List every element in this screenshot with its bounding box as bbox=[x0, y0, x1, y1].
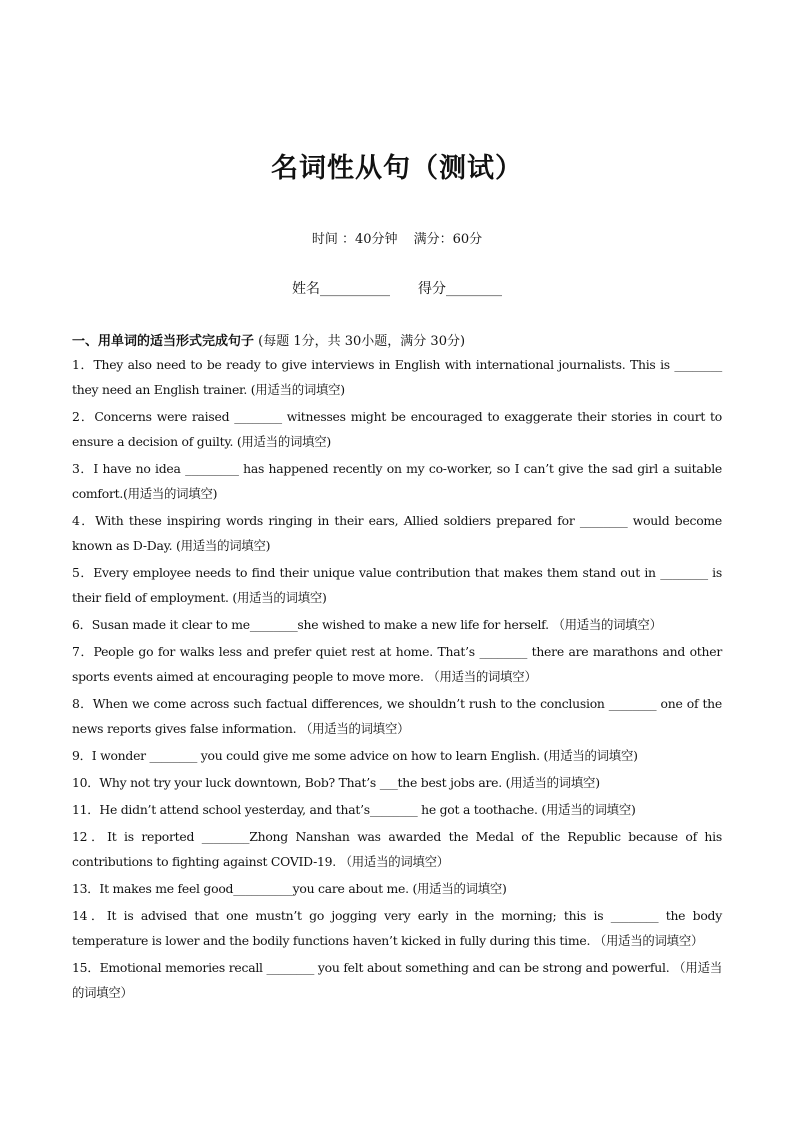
question-number: 14． bbox=[72, 908, 107, 923]
question-item bbox=[72, 743, 722, 768]
question-item bbox=[72, 639, 722, 689]
question-item bbox=[72, 876, 722, 901]
question-item bbox=[72, 404, 722, 454]
page-title: 名词性从句（测试） bbox=[271, 153, 523, 184]
question-text: It makes me feel good__________you care about me. (用适当的词填空) bbox=[99, 881, 507, 896]
score-field: 得分________ bbox=[418, 281, 502, 297]
question-item bbox=[72, 824, 722, 874]
question-text: I have no idea _________ has happened recently on my co-worker, so I can’t give the sad girl a suitable comfort.(用适当的词填空) bbox=[72, 461, 722, 501]
question-text: Emotional memories recall ________ you felt about something and can be strong and powerful. （用适当的词填空） bbox=[72, 960, 722, 1000]
question-text: Concerns were raised ________ witnesses might be encouraged to exaggerate their stories in court to ensure a decision of guilty. (用适当的词填空) bbox=[72, 409, 722, 449]
section-note: (每题 1分，共 30小题，满分 30分) bbox=[254, 334, 466, 349]
question-number: 11． bbox=[72, 802, 100, 817]
question-text: It is reported ________Zhong Nanshan was awarded the Medal of the Republic because of his contributions to fighting against COVID-19. （用适当的词填空） bbox=[72, 829, 722, 869]
question-number: 2． bbox=[72, 409, 95, 424]
full-score: 满分：60分 bbox=[413, 232, 483, 247]
question-item bbox=[72, 770, 722, 795]
question-number: 3． bbox=[72, 461, 94, 476]
question-item bbox=[72, 797, 722, 822]
question-number: 6． bbox=[72, 617, 92, 632]
question-number: 13． bbox=[72, 881, 100, 896]
question-number: 10． bbox=[72, 775, 100, 790]
question-item bbox=[72, 612, 722, 637]
question-text: When we come across such factual differences, we shouldn’t rush to the conclusion ________ one of the news reports gives false information. （用适当的词填空） bbox=[72, 696, 722, 736]
name-score-line bbox=[0, 278, 794, 298]
section-title: 一、用单词的适当形式完成句子 bbox=[72, 334, 255, 349]
time-limit: 时间 ：40分钟 bbox=[311, 232, 398, 247]
section-heading bbox=[72, 330, 732, 349]
question-item bbox=[72, 955, 722, 1005]
question-text: Why not try your luck downtown, Bob? That’s ___the best jobs are. (用适当的词填空) bbox=[99, 775, 600, 790]
question-text: It is advised that one mustn’t go jogging very early in the morning; this is ________ the body temperature is lower and the bodily functions haven’t kicked in fully during this time. （用适当的词填空） bbox=[72, 908, 722, 948]
question-text: I wonder ________ you could give me some advice on how to learn English. (用适当的词填空) bbox=[91, 748, 638, 763]
exam-meta bbox=[0, 228, 794, 247]
question-item bbox=[72, 560, 722, 610]
question-text: They also need to be ready to give interviews in English with international journalists. This is ________ they need an English trainer. (用适当的词填空) bbox=[72, 357, 722, 397]
question-item bbox=[72, 456, 722, 506]
question-number: 1． bbox=[72, 357, 94, 372]
question-number: 5． bbox=[72, 565, 94, 580]
question-list bbox=[72, 352, 722, 1007]
question-text: People go for walks less and prefer quiet rest at home. That’s ________ there are marathons and other sports events aimed at encouraging people to move more. （用适当的词填空） bbox=[72, 644, 722, 684]
question-item bbox=[72, 691, 722, 741]
question-number: 9． bbox=[72, 748, 92, 763]
question-number: 7． bbox=[72, 644, 94, 659]
question-number: 12． bbox=[72, 829, 108, 844]
question-text: Susan made it clear to me________she wished to make a new life for herself. （用适当的词填空） bbox=[91, 617, 662, 632]
question-text: With these inspiring words ringing in their ears, Allied soldiers prepared for ________ would become known as D-Day. (用适当的词填空) bbox=[72, 513, 723, 553]
question-number: 4． bbox=[72, 513, 96, 528]
question-text: Every employee needs to find their unique value contribution that makes them stand out in ________ is their field of employment. (用适当的词填空) bbox=[72, 565, 722, 605]
question-item bbox=[72, 352, 722, 402]
question-item bbox=[72, 903, 722, 953]
name-field: 姓名__________ bbox=[292, 281, 390, 297]
question-text: He didn’t attend school yesterday, and that’s________ he got a toothache. (用适当的词填空) bbox=[99, 802, 636, 817]
question-number: 8． bbox=[72, 696, 93, 711]
question-item bbox=[72, 508, 722, 558]
question-number: 15． bbox=[72, 960, 100, 975]
